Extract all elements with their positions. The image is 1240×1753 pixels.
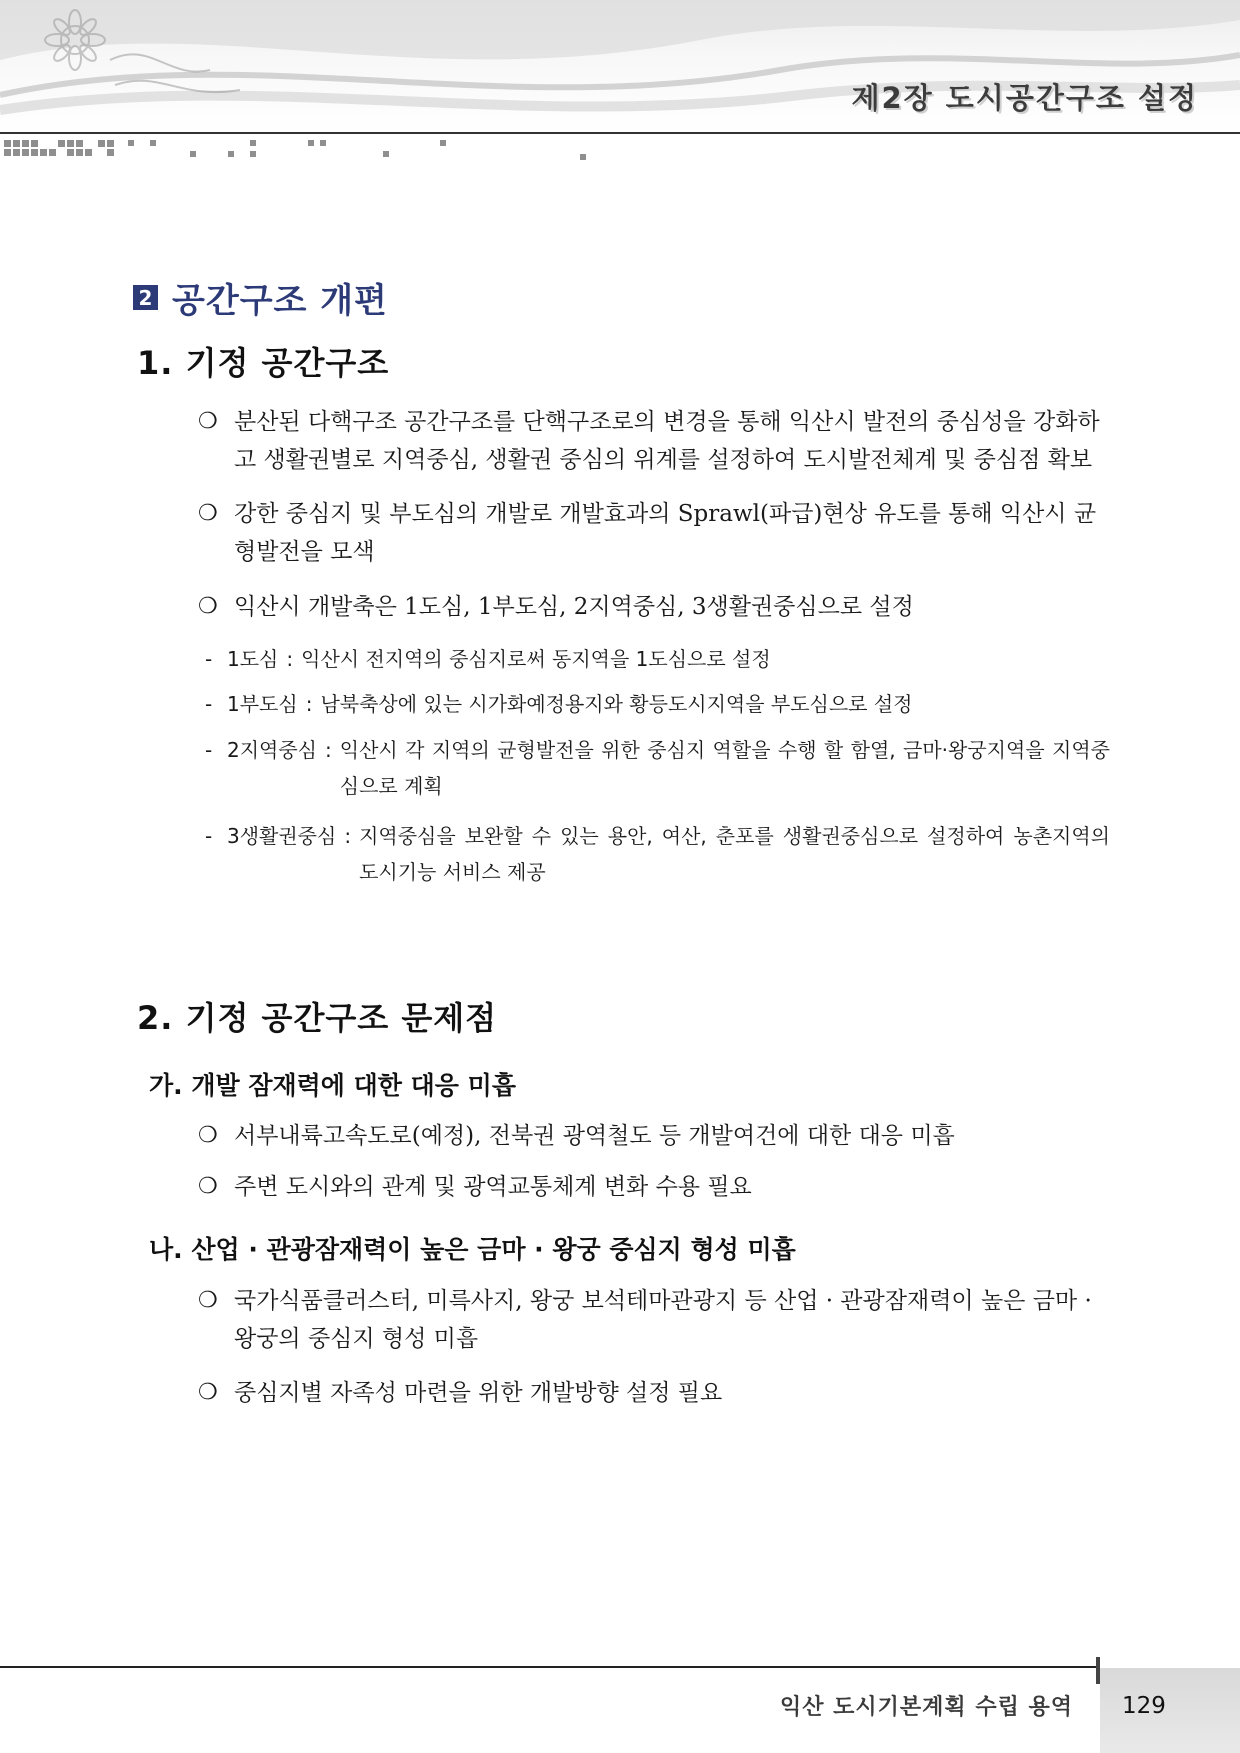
footer-rule [0,1666,1096,1668]
dash-colon: : [344,824,352,848]
bullet-circle-icon: ❍ [198,1174,218,1199]
dash-key: 2지역중심 [227,738,318,762]
heading-existing-structure: 1. 기정 공간구조 [137,344,390,382]
bullet-text: 익산시 개발축은 1도심, 1부도심, 2지역중심, 3생활권중심으로 설정 [234,594,914,620]
dash-item [205,732,1110,804]
bullet-circle-icon: ❍ [198,501,218,526]
dash-mark: - [205,692,213,716]
dash-item [205,686,1105,722]
dash-value: 남북축상에 있는 시가화예정용지와 황등도시지역을 부도심으로 설정 [320,692,913,716]
subheading-geumma-wanggung: 나. 산업 · 관광잠재력이 높은 금마 · 왕궁 중심지 형성 미흡 [149,1235,796,1264]
bullet-circle-icon: ❍ [198,1288,218,1313]
bullet-text: 중심지별 자족성 마련을 위한 개발방향 설정 필요 [234,1380,723,1406]
header-band [0,0,1240,133]
section-heading [133,273,388,322]
bullet-text: 주변 도시와의 관계 및 광역교통체계 변화 수용 필요 [234,1174,752,1200]
bullet-item [198,495,1103,571]
bullet-text: 국가식품클러스터, 미륵사지, 왕궁 보석테마관광지 등 산업 · 관광잠재력이 높은 금마 · 왕궁의 중심지 형성 미흡 [234,1288,1092,1352]
bullet-text: 분산된 다핵구조 공간구조를 단핵구조로의 변경을 통해 익산시 발전의 중심성을 강화하고 생활권별로 지역중심, 생활권 중심의 위계를 설정하여 도시발전체계 및 중심점 확보 [234,409,1100,473]
dash-key: 1부도심 [227,692,298,716]
section-number-badge: 2 [133,285,158,310]
header-rule [0,132,1240,134]
bullet-circle-icon: ❍ [198,1380,218,1405]
bullet-item [198,588,1103,626]
bullet-text: 강한 중심지 및 부도심의 개발로 개발효과의 Sprawl(파급)현상 유도를 통해 익산시 균형발전을 모색 [234,501,1097,565]
dash-key: 3생활권중심 [227,824,337,848]
chapter-title: 제2장 도시공간구조 설정 [851,81,1198,115]
subheading-development-potential: 가. 개발 잠재력에 대한 대응 미흡 [149,1071,516,1100]
dash-item [205,818,1110,890]
bullet-circle-icon: ❍ [198,1123,218,1148]
page-number: 129 [1122,1693,1166,1719]
dash-mark: - [205,824,213,848]
pixel-pattern-strip [0,138,600,162]
dash-item [205,641,1105,677]
bullet-text: 서부내륙고속도로(예정), 전북권 광역철도 등 개발여건에 대한 대응 미흡 [234,1123,955,1149]
bullet-item [198,1374,1103,1412]
bullet-item [198,1117,1103,1155]
heading-structure-problems: 2. 기정 공간구조 문제점 [137,999,498,1037]
dash-colon: : [305,692,313,716]
dash-mark: - [205,647,213,671]
bullet-circle-icon: ❍ [198,594,218,619]
bullet-item [198,403,1103,479]
page-number-box [1100,1668,1240,1753]
bullet-item [198,1282,1103,1358]
dash-value: 익산시 각 지역의 균형발전을 위한 중심지 역할을 수행 할 함열, 금마·왕궁지역을 지역중심으로 계획 [339,738,1110,798]
report-name: 익산 도시기본계획 수립 용역 [779,1695,1073,1720]
dash-colon: : [325,738,332,762]
dash-key: 1도심 [227,647,279,671]
dash-value: 익산시 전지역의 중심지로써 동지역을 1도심으로 설정 [301,647,771,671]
dash-colon: : [286,647,294,671]
bullet-circle-icon: ❍ [198,409,218,434]
dash-mark: - [205,738,213,762]
section-title: 공간구조 개편 [172,281,388,321]
dash-value: 지역중심을 보완할 수 있는 용안, 여산, 춘포를 생활권중심으로 설정하여 농촌지역의 도시기능 서비스 제공 [359,824,1110,884]
bullet-item [198,1168,1103,1206]
